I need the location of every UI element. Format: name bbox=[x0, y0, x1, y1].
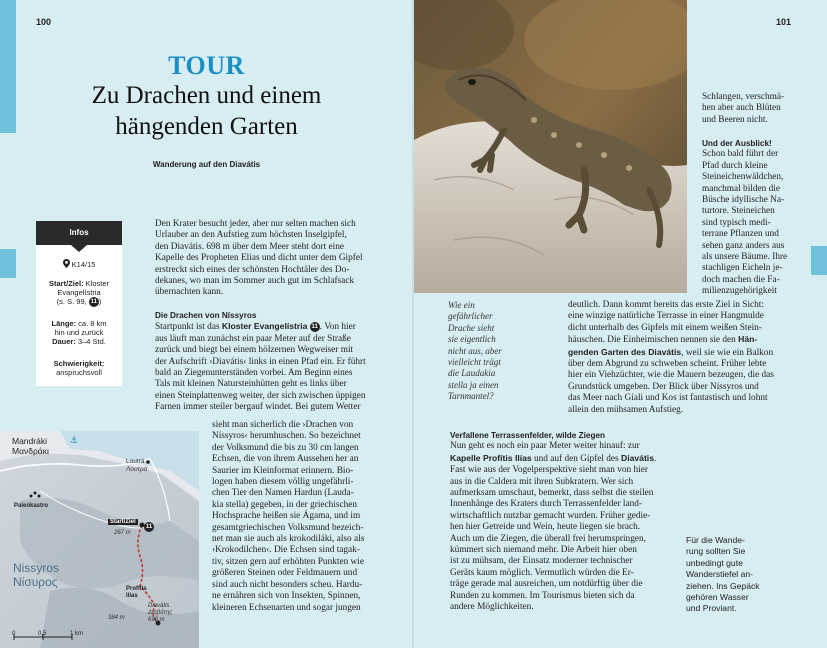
info-box bbox=[36, 221, 122, 386]
terrassen-line: hen hier Getreide und Wein, heute liegen sie brach. bbox=[450, 522, 641, 533]
ausblick-line: sind typisch medi- bbox=[702, 217, 771, 228]
garten-line: Grundstück umgeben. Der Blick über Níssyros und bbox=[568, 381, 759, 392]
section-terrassen bbox=[450, 430, 672, 614]
terrassen-line: aus in die Caldera mit ihren Subkratern. Wer sich bbox=[450, 476, 634, 487]
map-label-start: Start/Ziel bbox=[110, 519, 136, 525]
tip-line: gehören Wasser bbox=[686, 592, 749, 603]
caption-line: sie eigentlich bbox=[448, 334, 496, 345]
garten-after-bold: , weil sie wie ein Balkon bbox=[681, 347, 774, 358]
info-start-value-end: ) bbox=[98, 297, 102, 306]
info-laenge-label: Länge: bbox=[51, 319, 77, 328]
page-subtitle: Wanderung auf den Diavátis bbox=[152, 160, 261, 169]
map-label-island-greek: Νίσυρος bbox=[13, 575, 58, 589]
ausblick-line: sehen ganz anders aus bbox=[702, 240, 785, 251]
terrassen-line: Runden zu kommen. Im Tourismus bieten sich da bbox=[450, 590, 635, 601]
info-box-header: Infos bbox=[36, 221, 122, 245]
section-heading-drachen: Die Drachen von Níssyros bbox=[155, 311, 257, 320]
map-label-diavatis-greek: Διαβάτης bbox=[148, 610, 173, 616]
section-drachen-line: bald an Ziegenunterständen vorbei. Am Beginn eines bbox=[155, 368, 353, 379]
map-label-loutra-greek: Λουτρά bbox=[126, 466, 148, 473]
map-scale-0: 0 bbox=[12, 631, 16, 637]
lead-text-a: Startpunkt ist das bbox=[155, 322, 222, 333]
narrow-line: größeren Steinen oder Feldmauern und bbox=[212, 568, 358, 579]
info-start-number-badge: 11 bbox=[90, 299, 97, 306]
title-line-1: Zu Drachen und einem bbox=[91, 82, 322, 109]
ausblick-line: turtore. Steineichen bbox=[702, 206, 775, 217]
intro-text bbox=[155, 219, 377, 299]
map-label-elev-384: 384 m bbox=[108, 615, 125, 621]
ausblick-line: Steineichenwäldchen, bbox=[702, 172, 784, 183]
info-schwierigkeit bbox=[36, 359, 122, 377]
caption-line: nicht aus, aber bbox=[448, 345, 502, 356]
tour-kicker: TOUR bbox=[168, 51, 245, 80]
narrow-line: ›Krokodilchen‹. Die Echsen sind tagak- bbox=[212, 545, 360, 556]
ausblick-line: Pfad durch kleine bbox=[702, 160, 768, 171]
garten-line: deutlich. Dann kommt bereits das erste Ziel in Sicht: bbox=[568, 300, 764, 310]
garten-line-with-bold bbox=[568, 334, 794, 346]
tip-line: unbedingt gute bbox=[686, 557, 743, 568]
info-schwierigkeit-label: Schwierigkeit: bbox=[53, 359, 105, 368]
title-line-2: hängenden Garten bbox=[115, 113, 298, 140]
caption-line: vielleicht trägt bbox=[448, 357, 501, 368]
terrassen-line: ist zu mühsam, der Einsatz moderner technischer bbox=[450, 556, 633, 567]
narrow-line: Echsen, die von ihrem Aussehen her an bbox=[212, 454, 359, 465]
kapelle-profitis-ilias-bold: Kapelle Profítis Ilías bbox=[450, 452, 532, 463]
narrow-line: Saurier im Kleinformat erinnern. Bio- bbox=[212, 465, 354, 476]
terrassen-line: kümmert sich niemand mehr. Die Arbeit hier oben bbox=[450, 545, 637, 556]
page-number-left: 100 bbox=[36, 17, 52, 27]
tip-line: rung sollten Sie bbox=[686, 546, 746, 557]
page-title bbox=[60, 80, 353, 142]
intro-line: Urlauber an den Aufstieg zum höchsten Inselgipfel, bbox=[155, 230, 347, 241]
caption-line: stella ja einen bbox=[448, 379, 499, 390]
caption-line: Wie ein bbox=[448, 300, 475, 310]
lead-number-badge: 11 bbox=[311, 324, 318, 331]
map-label-mandraki-greek: Μανδράκι bbox=[12, 446, 49, 456]
info-box-arrow bbox=[71, 245, 87, 252]
diavatis-bold: Diavátis bbox=[621, 452, 654, 463]
narrow-line: Níssyros‹ herumhuschen. So bezeichnet bbox=[212, 431, 361, 442]
narrow-line: Hochsprache heißen sie Ágama, und im bbox=[212, 511, 361, 522]
page-edge-tab-right-mid bbox=[811, 246, 827, 275]
ausblick-line: milienzugehörigkeit bbox=[702, 286, 777, 297]
narrow-line: sind auch nicht besonders scheu. Hardu- bbox=[212, 579, 363, 590]
tip-line: Wanderstiefel an- bbox=[686, 569, 754, 580]
photo-caption bbox=[448, 300, 528, 403]
info-laenge bbox=[36, 319, 122, 346]
map-label-diavatis-elev: 698 m bbox=[148, 617, 165, 623]
map-label-loutra bbox=[126, 458, 147, 474]
info-dauer-value: 3–4 Std. bbox=[77, 337, 106, 346]
section-drachen-line: aus läuft man zunächst ein paar Meter auf der Straße bbox=[155, 333, 351, 344]
terrassen-line: wirtschaftlich nutzbar gemacht wurden. Früher gedie- bbox=[450, 510, 651, 521]
garten-line: über dem Abgrund zu schweben scheint. Früher lebte bbox=[568, 359, 767, 370]
map-label-profitis-ilias bbox=[126, 586, 147, 600]
section-heading-terrassen: Verfallene Terrassenfelder, wilde Ziegen bbox=[450, 431, 606, 440]
ausblick-line: Schon bald führt der bbox=[702, 149, 779, 160]
garten-line: das Meer nach Giali und Kos ist fantastisch und lohnt bbox=[568, 393, 768, 404]
intro-line: Den Krater besucht jeder, aber nur selten machen sich bbox=[155, 219, 356, 229]
info-map-ref bbox=[36, 259, 122, 269]
intro-line: erstreckt sich eines der schönsten Hochtäler des Do- bbox=[155, 264, 350, 275]
info-start-label: Start/Ziel: bbox=[48, 279, 84, 288]
caption-line: Drache sieht bbox=[448, 322, 495, 333]
garten-line: allein den mühsamen Aufstieg. bbox=[568, 404, 684, 415]
terrassen-end: . bbox=[653, 453, 657, 464]
map-label-ilias: Ilías bbox=[126, 593, 138, 599]
caption-line: Tarnmantel? bbox=[448, 391, 494, 402]
map-label-diavatis-latin: Diavátis bbox=[148, 603, 170, 609]
section-drachen-line: der Aufschrift ›Diavátis‹ links in einen Pfad ein. Er führt bbox=[155, 356, 366, 367]
map-pin-icon bbox=[63, 259, 70, 268]
tip-box bbox=[686, 535, 786, 615]
terrassen-line: Fast wie aus der Vogelperspektive sieht man von hier bbox=[450, 465, 648, 476]
section-drachen-line: Farnen immer steiler bergauf windet. Bei gutem Wetter bbox=[155, 402, 361, 413]
terrassen-line: Nun geht es noch ein paar Meter weiter hinauf: zur bbox=[450, 441, 640, 452]
map-label-elev-267: 267 m bbox=[114, 530, 131, 536]
caption-line: gefährlicher bbox=[448, 311, 493, 322]
lead-text-c: . Von hier bbox=[319, 322, 356, 333]
terrassen-line: andere Möglichkeiten. bbox=[450, 602, 534, 613]
ausblick-line: als unsere Bäume. Ihre bbox=[702, 252, 788, 263]
narrow-line: tiv, sitzen gern auf erhöhten Punkten wie bbox=[212, 556, 364, 567]
ausblick-section bbox=[702, 138, 794, 298]
map-label-profitis: Profítis bbox=[126, 586, 147, 592]
page-number-right: 101 bbox=[776, 17, 792, 27]
ausblick-line: Büsche idyllische Na- bbox=[702, 195, 785, 206]
ausblick-line: manchmal bilden die bbox=[702, 183, 780, 194]
section-drachen-lead bbox=[155, 321, 377, 333]
narrow-line: kleineren Echsenarten und sogar jungen bbox=[212, 602, 361, 613]
intro-line: Kapelle des Propheten Elias und dicht unter dem Gipfel bbox=[155, 253, 363, 264]
info-start bbox=[36, 279, 122, 307]
map-label-island bbox=[13, 561, 59, 589]
garten-line: dicht unterhalb des Gipfels mit einem weißen Stein- bbox=[568, 322, 762, 333]
map-label-mandraki-latin: Mandráki bbox=[12, 436, 47, 446]
narrow-line: sieht man sicherlich die ›Drachen von bbox=[212, 420, 354, 430]
garten-line-3: häuschen. Die Einheimischen nennen sie den bbox=[568, 335, 739, 346]
map-start-badge bbox=[144, 518, 154, 536]
route-map bbox=[0, 431, 199, 648]
info-dauer-label: Dauer: bbox=[52, 337, 76, 346]
info-start-value-3: (s. S. 99, bbox=[56, 297, 87, 306]
garten-line-bold-continued bbox=[568, 347, 794, 359]
ausblick-line: stachligen Eicheln je- bbox=[702, 263, 783, 274]
section-drachen-line: Tals mit kleinen Natursteinhütten geht es links über bbox=[155, 379, 347, 390]
right-top-line: Schlangen, verschmä- bbox=[702, 92, 785, 102]
terrassen-mid: und auf den Gipfel des bbox=[531, 453, 622, 464]
terrassen-line: Innenhänge des Kraters durch Terrassenfelder land- bbox=[450, 499, 643, 510]
terrassen-line-bold bbox=[450, 453, 672, 465]
intro-line: den Diavátis. 698 m über dem Meer steht dort eine bbox=[155, 241, 344, 252]
lizard-photo bbox=[414, 0, 687, 293]
narrow-line: ne ernähren sich von Insekten, Spinnen, bbox=[212, 591, 361, 602]
haengender-garten-bold-1: Hän- bbox=[738, 334, 758, 345]
narrow-line: chen Tier den Namen Hardun (Lauda- bbox=[212, 488, 354, 499]
right-top-line: und Beeren nicht. bbox=[702, 114, 768, 125]
terrassen-line: träge gerade mal ausreichen, um notdürftig über die bbox=[450, 579, 643, 590]
info-laenge-value-1: ca. 8 km bbox=[78, 319, 107, 328]
garten-line: eine winzige natürliche Terrasse in einer Hangmulde bbox=[568, 311, 764, 322]
info-start-value-2: Evangelístria bbox=[57, 288, 101, 297]
page-edge-tab-left-mid bbox=[0, 249, 16, 278]
narrow-line: logen haben diesem völlig ungefährli- bbox=[212, 477, 354, 488]
caption-line: die Laudakia bbox=[448, 368, 496, 379]
section-drachen-line: einen Steinplattenweg weiter, der sich zwischen üppigen bbox=[155, 390, 366, 401]
map-scale-1km: 1 km bbox=[70, 631, 84, 637]
haengender-garten-text bbox=[568, 300, 794, 416]
kloster-evangelistria-bold: Kloster Evangelístria bbox=[221, 321, 308, 332]
tip-line: ziehen. Ins Gepäck bbox=[686, 580, 760, 591]
ausblick-line: terrane Pflanzen und bbox=[702, 229, 779, 240]
intro-line: übernachten kann. bbox=[155, 287, 224, 298]
tip-line: und Proviant. bbox=[686, 603, 737, 614]
section-drachen bbox=[155, 310, 377, 414]
map-label-diavatis bbox=[148, 603, 172, 624]
narrow-line: gesamtgriechischen Volksmund bezeich- bbox=[212, 522, 364, 533]
info-start-value-1: Kloster bbox=[85, 279, 110, 288]
ausblick-line: doch machen die Fa- bbox=[702, 274, 780, 285]
lizard-photo-graphic bbox=[414, 0, 687, 293]
garten-line: hier ein Viehzüchter, wie die Mauern bezeugen, die das bbox=[568, 370, 774, 381]
map-start-number: 11 bbox=[145, 524, 153, 531]
section-drachen-narrow bbox=[212, 420, 377, 614]
map-label-paleokastro: Paleókastro bbox=[14, 503, 49, 509]
map-label-island-latin: Nissyros bbox=[13, 561, 60, 575]
narrow-line: kia stella) gegeben, in der griechischen bbox=[212, 499, 358, 510]
right-top-line: hen aber auch Blüten bbox=[702, 103, 781, 114]
intro-line: dekanes, wo man im Sommer auch gut im Schlafsack bbox=[155, 276, 355, 287]
anchor-icon: ⚓ bbox=[70, 436, 79, 446]
info-laenge-value-2: hin und zurück bbox=[54, 328, 104, 337]
map-scale-05: 0,5 bbox=[38, 631, 47, 637]
section-drachen-line: zurück und biegt bei einem hölzernen Wegweiser mit bbox=[155, 345, 354, 356]
haengender-garten-bold-2: genden Garten des Diavátis bbox=[568, 346, 682, 357]
map-label-loutra-latin: Loutrá bbox=[126, 458, 145, 465]
terrassen-line: Geräts kaum möglich. Vermutlich würden die Er- bbox=[450, 567, 634, 578]
right-column-top bbox=[702, 92, 794, 126]
info-schwierigkeit-value: anspruchsvoll bbox=[56, 368, 102, 377]
info-map-ref-value: K14/15 bbox=[71, 260, 96, 269]
map-label-mandraki bbox=[12, 436, 49, 456]
narrow-line: der Volksmund die bis zu 30 cm langen bbox=[212, 442, 359, 453]
terrassen-line: aufmerksam umschaut, bemerkt, dass selbst die steilen bbox=[450, 488, 654, 499]
narrow-line: net man sie auch als krokodiláki, also als bbox=[212, 534, 365, 545]
ausblick-heading: Und der Ausblick! bbox=[702, 139, 772, 148]
tip-line: Für die Wande- bbox=[686, 535, 745, 545]
terrassen-line: Auch um die Ziegen, die überall frei herumspringen, bbox=[450, 533, 646, 544]
